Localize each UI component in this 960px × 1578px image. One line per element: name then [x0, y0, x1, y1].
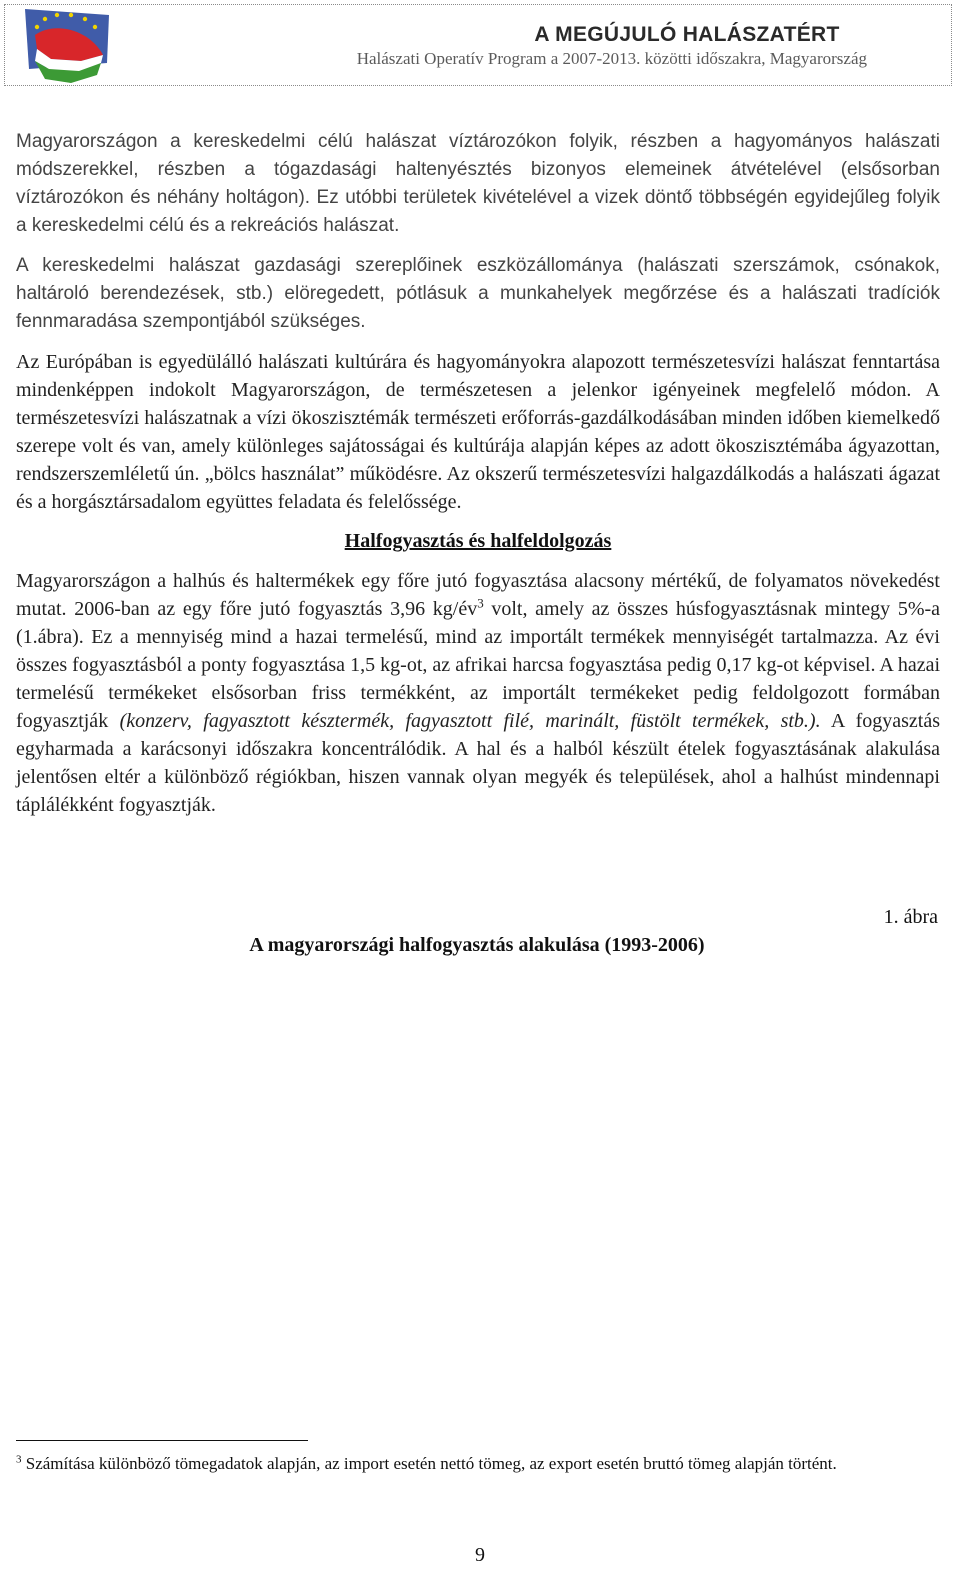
- header-title: A MEGÚJULÓ HALÁSZATÉRT: [534, 23, 840, 46]
- page-header: [4, 4, 952, 86]
- footnote-divider: [16, 1440, 308, 1441]
- consumption-text-c: A fogyasztás egyharmada a karácsonyi időszakra koncentrálódik. A hal és a halból készült ételek fogyasztásának alakulása jelentősen eltér a különböző régiókban, hiszen vannak olyan megyék és települések, ahol a halhúst mindennapi táplálékként fogyasztják.: [16, 710, 941, 816]
- consumption-text-b: volt, amely az összes húsfogyasztásnak mintegy 5%-a (1.ábra). Ez a mennyiség mind a hazai termelésű, mind az importált termékek mennyiségét tartalmazza. Az évi összes fogyasztásból a ponty fogyasztása 1,5 kg-ot, az afrikai harcsa fogyasztása pedig 0,17 kg-ot képvisel. A hazai termelésű termékeket elsősorban friss termékként, az importált termékeket pedig feldolgozott formában fogyasztják: [16, 598, 941, 732]
- header-subtitle: Halászati Operatív Program a 2007-2013. közötti időszakra, Magyarország: [356, 49, 867, 68]
- figure-reference: 1. ábra: [883, 906, 938, 928]
- consumption-text-italic: (konzerv, fagyasztott késztermék, fagyasztott filé, marinált, füstölt termékek, stb.).: [119, 710, 821, 732]
- consumption-text-a: Magyarországon a halhús és haltermékek egy főre jutó fogyasztása alacsony mértékű, de folyamatos növekedést mutat. 2006-ban az egy főre jutó fogyasztás 3,96 kg/év: [16, 570, 940, 620]
- eu-fisheries-logo-icon: [21, 5, 115, 85]
- footnote-mark: 3: [16, 1453, 22, 1466]
- paragraph-natural-water-fishing: Az Európában is egyedülálló halászati kultúrára és hagyományokra alapozott természetesvízi halászat fenntartása mindenképpen indokolt Magyarországon, de természetesen a jelenkor igényeinek megfelelő módon. A természetesvízi halászatnak a vízi ökoszisztémák természeti erőforrás-gazdálkodásában minden időben kiemelkedő szerepe volt és van, amely különleges sajátosságai és kultúrája alapján képes az adott ökoszisztémába ágyazottan, rendszerszemléletű ún. „bölcs használat” működésre. Az okszerű természetesvízi halgazdálkodás a halászati ágazat és a horgásztársadalom együttes feladata és felelőssége.: [16, 351, 940, 513]
- page-number: 9: [475, 1544, 485, 1566]
- paragraph-equipment: A kereskedelmi halászat gazdasági szereplőinek eszközállománya (halászati szerszámok, csónakok, haltároló berendezések, stb.) elöregedett, pótlásuk a munkahelyek megőrzése és a halászati tradíciók fennmaradása szempontjából szükséges.: [16, 255, 940, 332]
- paragraph-fish-consumption: [16, 567, 940, 819]
- footnote-ref[interactable]: 3: [477, 595, 484, 611]
- document-body: [16, 128, 940, 831]
- footnote: [16, 1452, 940, 1475]
- section-heading: Halfogyasztás és halfeldolgozás: [344, 530, 612, 552]
- footnote-text: Számítása különböző tömegadatok alapján, az import esetén nettó tömeg, az export esetén bruttó tömeg alapján történt.: [21, 1454, 837, 1473]
- figure-caption: A magyarországi halfogyasztás alakulása (1993-2006): [249, 934, 705, 956]
- paragraph-commercial-fishing: Magyarországon a kereskedelmi célú halászat víztározókon folyik, részben a hagyományos halászati módszerekkel, részben a tógazdasági haltenyésztés bizonyos elemeinek átvételével (elsősorban víztározókon és néhány holtágon). Ez utóbbi területek kivételével a vizek döntő többségén egyidejűleg folyik a kereskedelmi célú és a rekreációs halászat.: [16, 131, 940, 236]
